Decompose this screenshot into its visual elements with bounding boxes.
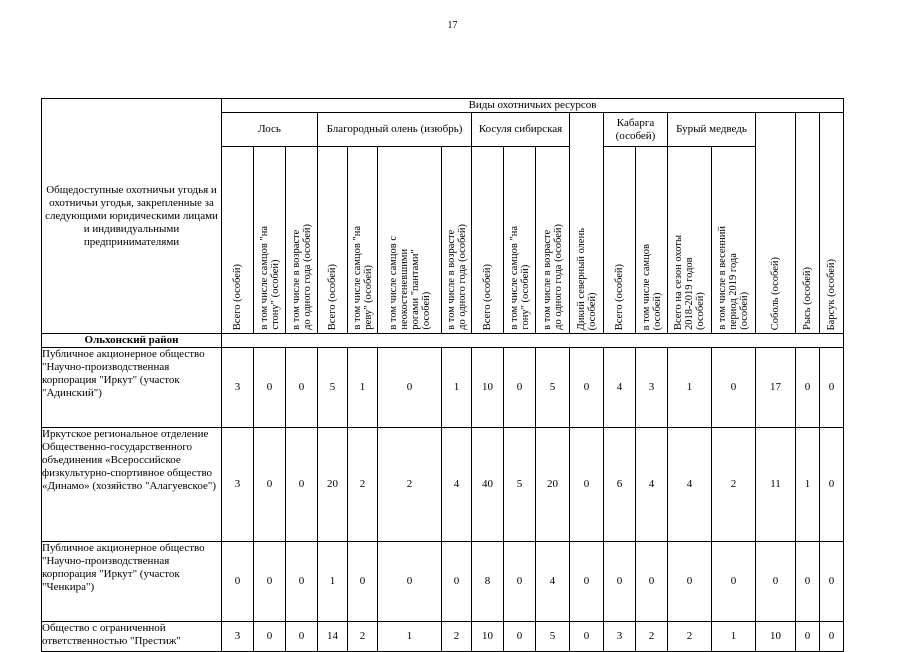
cell-value: 1 [442, 348, 472, 428]
cell-value: 1 [348, 348, 378, 428]
cell-value: 3 [636, 348, 668, 428]
cell-value: 4 [604, 348, 636, 428]
row-label: Публичное акционерное общество "Научно-производственная корпорация "Иркут" (участок "Адинский") [42, 348, 222, 428]
cell-value: 0 [254, 348, 286, 428]
cell-value: 1 [796, 428, 820, 542]
col-header: в том числе самцов с неокостеневшими рогами "пантами" (особей) [378, 147, 442, 334]
cell-value: 0 [254, 622, 286, 652]
cell-value: 0 [504, 542, 536, 622]
page-number: 17 [447, 20, 458, 31]
cell-value: 1 [378, 622, 442, 652]
cell-value: 0 [442, 542, 472, 622]
table-row [42, 428, 844, 542]
cell-value: 1 [668, 348, 712, 428]
table-row [42, 542, 844, 622]
cell-value: 4 [536, 542, 570, 622]
cell-value: 5 [318, 348, 348, 428]
cell-value: 5 [504, 428, 536, 542]
col-header: Всего (особей) [318, 147, 348, 334]
cell-value: 3 [222, 428, 254, 542]
cell-value: 6 [604, 428, 636, 542]
table-row [42, 348, 844, 428]
cell-value: 0 [796, 348, 820, 428]
district-row-fill [222, 334, 844, 348]
col-header-lynx: Рысь (особей) [796, 113, 820, 334]
group-roe-deer: Косуля сибирская [472, 113, 570, 147]
cell-value: 11 [756, 428, 796, 542]
col-header: в том числе в весенний период 2019 года (особей) [712, 147, 756, 334]
col-header: в том числе в возрасте до одного года (особей) [286, 147, 318, 334]
cell-value: 2 [712, 428, 756, 542]
cell-value: 0 [668, 542, 712, 622]
cell-value: 5 [536, 622, 570, 652]
cell-value: 3 [222, 622, 254, 652]
cell-value: 14 [318, 622, 348, 652]
group-musk-deer: Кабарга (особей) [604, 113, 668, 147]
cell-value: 1 [318, 542, 348, 622]
cell-value: 5 [536, 348, 570, 428]
col-header: в том числе самцов (особей) [636, 147, 668, 334]
col-header-reindeer: Дикий северный олень (особей) [570, 113, 604, 334]
cell-value: 0 [254, 428, 286, 542]
table-row [42, 622, 844, 652]
col-header: Всего (особей) [222, 147, 254, 334]
cell-value: 0 [820, 622, 844, 652]
cell-value: 2 [348, 428, 378, 542]
cell-value: 2 [378, 428, 442, 542]
cell-value: 0 [348, 542, 378, 622]
cell-value: 0 [378, 542, 442, 622]
cell-value: 0 [286, 428, 318, 542]
cell-value: 0 [756, 542, 796, 622]
cell-value: 0 [712, 348, 756, 428]
col-header: в том числе самцов "на гону" (особей) [504, 147, 536, 334]
col-header: в том числе самцов "на стону" (особей) [254, 147, 286, 334]
cell-value: 10 [472, 622, 504, 652]
cell-value: 0 [712, 542, 756, 622]
cell-value: 3 [222, 348, 254, 428]
cell-value: 0 [504, 622, 536, 652]
cell-value: 20 [318, 428, 348, 542]
cell-value: 4 [668, 428, 712, 542]
cell-value: 10 [756, 622, 796, 652]
cell-value: 0 [286, 542, 318, 622]
cell-value: 0 [636, 542, 668, 622]
cell-value: 8 [472, 542, 504, 622]
cell-value: 0 [504, 348, 536, 428]
col-header-sable: Соболь (особей) [756, 113, 796, 334]
row-label: Публичное акционерное общество "Научно-производственная корпорация "Иркут" (участок "Ченкира") [42, 542, 222, 622]
group-red-deer: Благородный олень (изюбрь) [318, 113, 472, 147]
hunting-resources-table [41, 98, 844, 652]
cell-value: 2 [668, 622, 712, 652]
col-header: в том числе в возрасте до одного года (особей) [442, 147, 472, 334]
cell-value: 0 [222, 542, 254, 622]
cell-value: 0 [604, 542, 636, 622]
cell-value: 17 [756, 348, 796, 428]
cell-value: 20 [536, 428, 570, 542]
cell-value: 40 [472, 428, 504, 542]
cell-value: 2 [348, 622, 378, 652]
header-left-label: Общедоступные охотничьи угодья и охотничьи угодья, закрепленные за следующими юридическими лицами и индивидуальными предпринимателями [42, 99, 222, 334]
cell-value: 0 [820, 542, 844, 622]
cell-value: 10 [472, 348, 504, 428]
cell-value: 4 [636, 428, 668, 542]
group-moose: Лось [222, 113, 318, 147]
cell-value: 0 [796, 542, 820, 622]
cell-value: 0 [570, 542, 604, 622]
cell-value: 1 [712, 622, 756, 652]
cell-value: 0 [286, 348, 318, 428]
col-header-badger: Барсук (особей) [820, 113, 844, 334]
group-brown-bear: Бурый медведь [668, 113, 756, 147]
cell-value: 0 [570, 348, 604, 428]
col-header: Всего на сезон охоты 2018-2019 годов (особей) [668, 147, 712, 334]
resources-title: Виды охотничьих ресурсов [222, 99, 844, 113]
cell-value: 0 [286, 622, 318, 652]
col-header: Всего (особей) [472, 147, 504, 334]
cell-value: 0 [570, 428, 604, 542]
cell-value: 0 [796, 622, 820, 652]
cell-value: 4 [442, 428, 472, 542]
cell-value: 2 [442, 622, 472, 652]
cell-value: 0 [820, 348, 844, 428]
cell-value: 0 [378, 348, 442, 428]
col-header: в том числе самцов "на реву" (особей) [348, 147, 378, 334]
cell-value: 0 [254, 542, 286, 622]
cell-value: 2 [636, 622, 668, 652]
col-header: Всего (особей) [604, 147, 636, 334]
cell-value: 0 [820, 428, 844, 542]
row-label: Иркутское региональное отделение Общественно-государственного объединения «Всероссийское физкультурно-спортивное общество «Динамо» (хозяйство "Алагуевское") [42, 428, 222, 542]
cell-value: 0 [570, 622, 604, 652]
district-label: Ольхонский район [42, 334, 222, 348]
row-label: Общество с ограниченной ответственностью "Престиж" [42, 622, 222, 652]
col-header: в том числе в возрасте до одного года (особей) [536, 147, 570, 334]
cell-value: 3 [604, 622, 636, 652]
